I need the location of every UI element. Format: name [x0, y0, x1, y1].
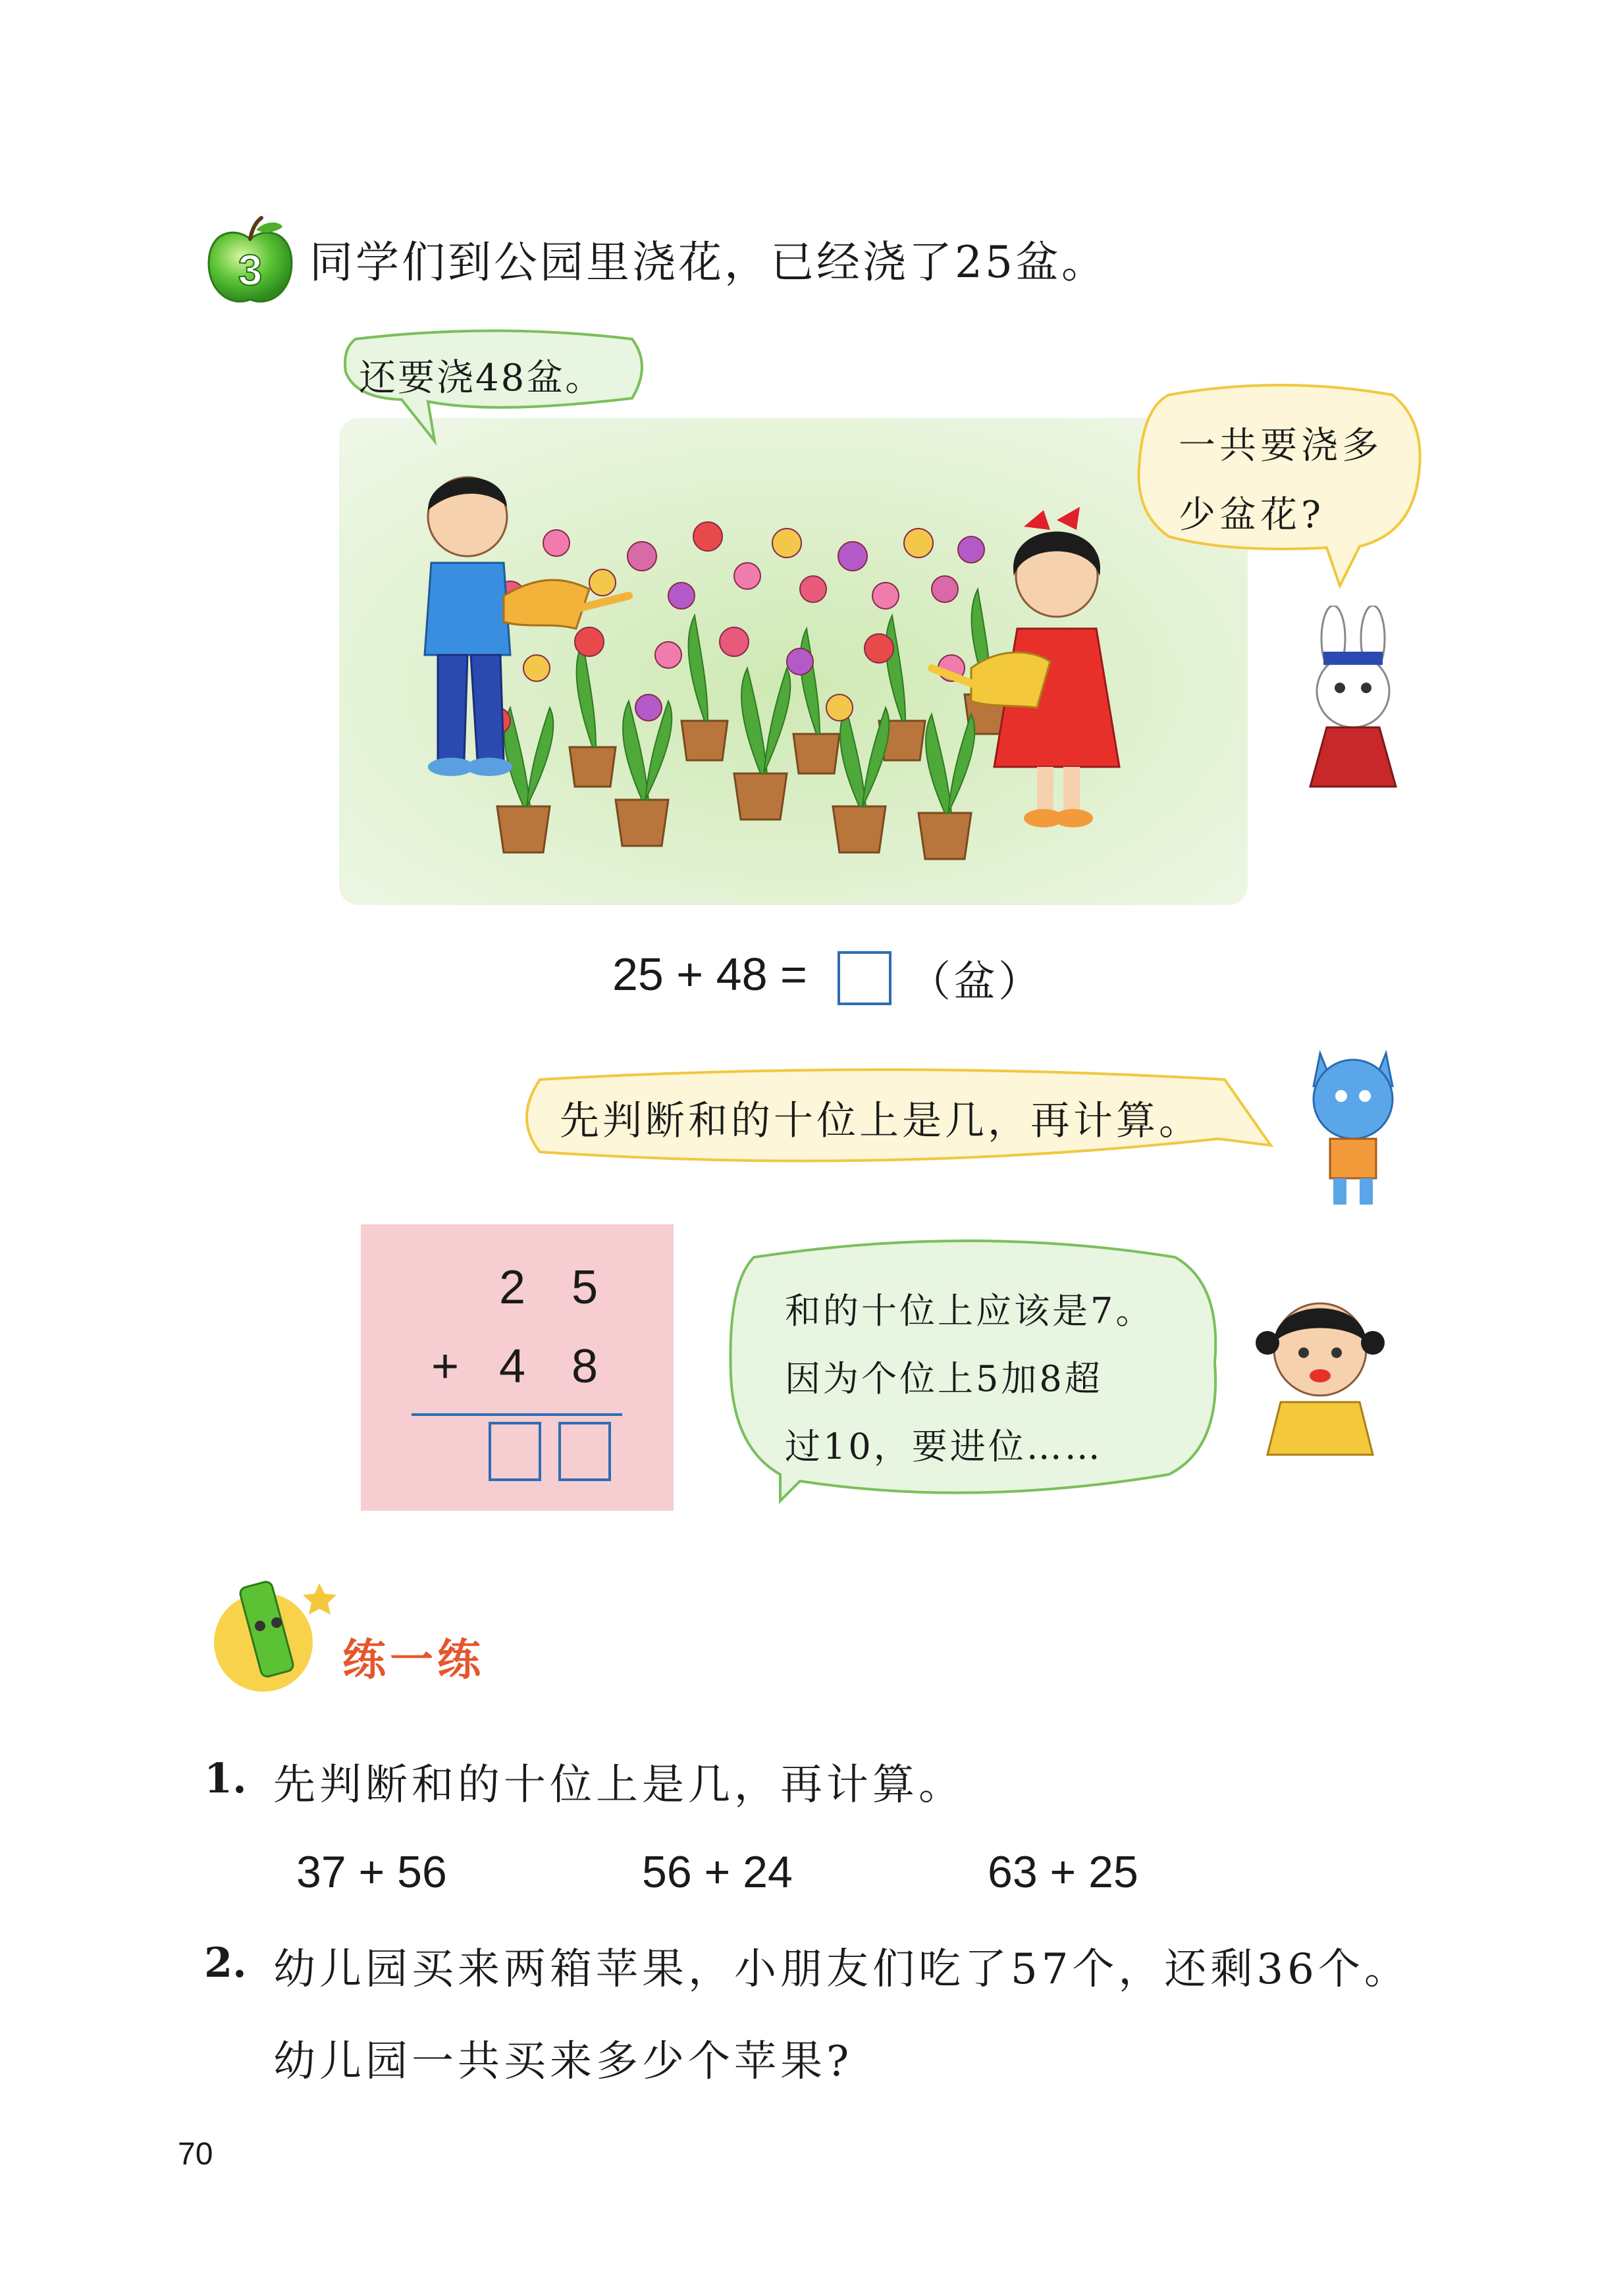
addend1-ones: 5 — [572, 1261, 599, 1314]
question1-expression1: 37 + 56 — [296, 1847, 447, 1897]
blue-cat-icon — [1287, 1033, 1419, 1218]
explanation-line3: 过10，要进位…… — [785, 1426, 1103, 1467]
question1-number: 1. — [204, 1754, 247, 1802]
plus-sign: + — [431, 1340, 460, 1393]
equation-unit: （盆） — [909, 958, 1043, 1006]
girl-pigtails-icon — [1251, 1277, 1389, 1461]
explanation-line2: 因为个位上5加8超 — [785, 1358, 1103, 1399]
rabbit-teacher-icon — [1287, 606, 1419, 803]
calculation-divider-line — [412, 1413, 622, 1416]
practice-title: 练一练 — [342, 1634, 485, 1685]
addend2-tens: 4 — [499, 1340, 526, 1393]
addend2-ones: 8 — [572, 1340, 599, 1393]
question2-number: 2. — [204, 1939, 247, 1987]
girl-speech-line1: 一共要浇多 — [1179, 425, 1383, 467]
question1-expression3: 63 + 25 — [988, 1847, 1138, 1897]
problem-statement: 同学们到公园里浇花，已经浇了25盆。 — [309, 237, 1107, 288]
question1-expression2: 56 + 24 — [642, 1847, 793, 1897]
sum-ones-box[interactable] — [558, 1422, 611, 1481]
question2-line1: 幼儿园买来两箱苹果，小朋友们吃了57个，还剩36个。 — [273, 1945, 1410, 1994]
page-number: 70 — [178, 2137, 213, 2172]
sum-tens-box[interactable] — [489, 1422, 541, 1481]
question2-line2: 幼儿园一共买来多少个苹果? — [273, 2037, 853, 2086]
apple-number-icon — [201, 214, 300, 313]
explanation-line1: 和的十位上应该是7。 — [785, 1290, 1154, 1332]
answer-box[interactable] — [838, 951, 891, 1005]
addend1-tens: 2 — [499, 1261, 526, 1314]
question1-text: 先判断和的十位上是几，再计算。 — [273, 1761, 965, 1810]
addition-equation: 25 + 48 = — [612, 949, 807, 1000]
garden-illustration — [339, 378, 1248, 905]
girl-speech-line2: 少盆花? — [1179, 494, 1325, 536]
pencil-mascot-icon — [204, 1570, 342, 1702]
problem-number: 3 — [238, 246, 263, 294]
hint-text: 先判断和的十位上是几，再计算。 — [560, 1098, 1202, 1144]
boy-speech-text: 还要浇48盆。 — [359, 357, 604, 400]
